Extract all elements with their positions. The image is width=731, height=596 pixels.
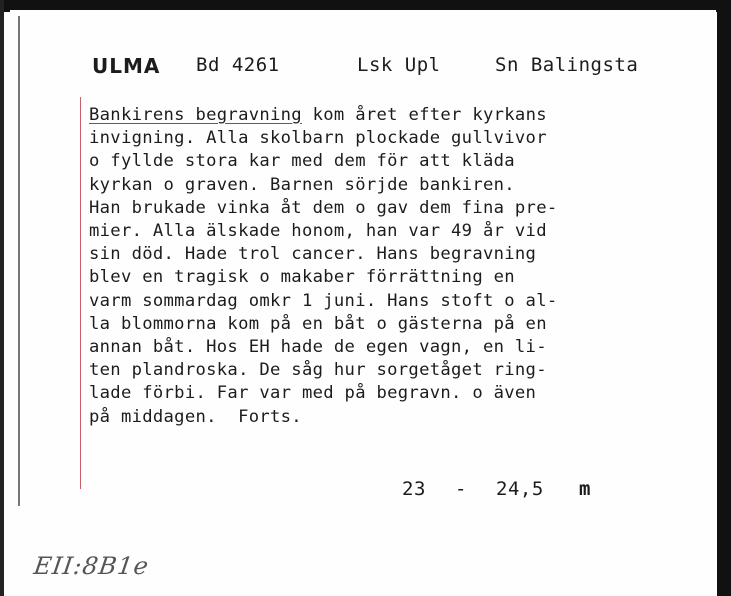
body-line: blev en tragisk o makaber förrättning en (89, 267, 515, 288)
body-line: la blommorna kom på en båt o gästerna på en (89, 313, 547, 334)
measure-from: 23 (402, 478, 426, 500)
body-line: sin död. Hade trol cancer. Hans begravning (89, 244, 537, 265)
body-line: mier. Alla älskade honom, han var 49 år vid (89, 221, 547, 242)
body-line: varm sommardag omkr 1 juni. Hans stoft o al- (89, 290, 558, 311)
scan-border-right (717, 0, 731, 596)
margin-rule (80, 97, 81, 489)
header-place: Lsk Upl (357, 54, 441, 76)
handwritten-archive-mark: EII:8B1e (32, 552, 151, 580)
card-edge (18, 16, 20, 506)
header-name: ULMA (92, 54, 161, 78)
header-code: Bd 4261 (196, 54, 280, 76)
body-line: ten plandroska. De såg hur sorgetåget ring- (89, 360, 547, 381)
body-line: annan båt. Hos EH hade de egen vagn, en li- (89, 337, 547, 358)
scan-border-left (0, 0, 4, 596)
body-line: kom året efter kyrkans (301, 105, 547, 125)
body-line: o fyllde stora kar med dem för att kläda (89, 151, 515, 172)
body-line: Han brukade vinka åt dem o gav dem fina pre- (89, 197, 558, 218)
body-line: på middagen. Forts. (89, 406, 302, 427)
body-line: kyrkan o graven. Barnen sörjde bankiren. (89, 174, 515, 195)
underlined-title: Bankirens begravning (89, 105, 302, 125)
measure-unit: m (579, 478, 591, 500)
card-body-text (89, 104, 701, 429)
measure-dash: - (455, 478, 467, 500)
header-parish: Sn Balingsta (495, 54, 639, 76)
measure-to: 24,5 (496, 478, 544, 500)
body-line: invigning. Alla skolbarn plockade gullvivor (89, 128, 547, 149)
body-line: lade förbi. Far var med på begravn. o även (89, 383, 537, 404)
